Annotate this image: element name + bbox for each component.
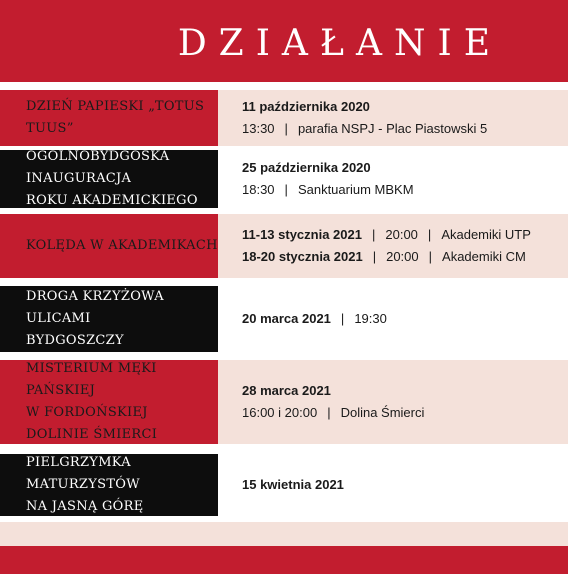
divider	[0, 82, 568, 90]
event-label-line: ROKU AKADEMICKIEGO	[26, 193, 198, 208]
event-row-carol	[0, 214, 568, 278]
event-place: Sanktuarium MBKM	[297, 182, 414, 197]
event-label-line: BYDGOSZCZY	[26, 333, 124, 348]
event-line	[242, 224, 568, 246]
event-label	[0, 150, 218, 208]
event-label-line: DOLINIE ŚMIERCI	[26, 427, 158, 442]
event-label-line: NA JASNĄ GÓRĘ	[26, 499, 144, 514]
separator: |	[427, 227, 432, 242]
event-detail	[242, 179, 568, 201]
event-row-mystery	[0, 360, 568, 444]
event-line	[242, 246, 568, 268]
event-date: 15 kwietnia 2021	[242, 477, 344, 492]
event-place: Akademiki CM	[442, 249, 526, 264]
event-label-line: DROGA KRZYŻOWA ULICAMI	[26, 289, 164, 326]
event-row-inauguration	[0, 150, 568, 208]
event-label	[0, 90, 218, 146]
footer-band	[0, 522, 568, 546]
event-label-line: DZIEŃ PAPIESKI „TOTUS TUUS”	[26, 99, 205, 136]
event-detail	[242, 308, 568, 330]
event-label-line: PIELGRZYMKA MATURZYSTÓW	[26, 455, 140, 492]
event-row-pilgrimage	[0, 454, 568, 516]
event-label	[0, 360, 218, 444]
event-info	[218, 214, 568, 278]
event-time: 19:30	[354, 311, 387, 326]
event-date: 11 października 2020	[242, 99, 370, 114]
separator: |	[371, 227, 376, 242]
event-time: 13:30	[242, 121, 275, 136]
event-label-line: W FORDOŃSKIEJ	[26, 405, 148, 420]
separator: |	[284, 182, 288, 197]
event-info	[218, 360, 568, 444]
gap	[0, 278, 568, 286]
event-place: Dolina Śmierci	[340, 405, 425, 420]
separator: |	[340, 311, 345, 326]
event-row-papal-day	[0, 90, 568, 146]
event-info	[218, 150, 568, 208]
event-label	[0, 286, 218, 352]
event-detail	[242, 118, 568, 140]
event-label	[0, 214, 218, 278]
event-label	[0, 454, 218, 516]
event-detail	[242, 402, 568, 424]
separator: |	[284, 121, 288, 136]
separator: |	[428, 249, 433, 264]
event-date: 28 marca 2021	[242, 383, 331, 398]
page-title: DZIAŁANIE	[177, 22, 502, 64]
event-place: Akademiki UTP	[441, 227, 531, 242]
event-info	[218, 454, 568, 516]
event-time: 18:30	[242, 182, 275, 197]
separator: |	[372, 249, 377, 264]
event-time: 20:00	[386, 249, 419, 264]
event-time: 20:00	[385, 227, 418, 242]
event-info	[218, 286, 568, 352]
event-label-line: KOLĘDA W AKADEMIKACH	[26, 238, 218, 253]
event-date: 25 października 2020	[242, 160, 371, 175]
event-label-line: OGÓLNOBYDGOSKA INAUGURACJA	[26, 149, 170, 186]
event-date: 11-13 stycznia 2021	[242, 227, 362, 242]
event-date: 18-20 stycznia 2021	[242, 249, 363, 264]
separator: |	[327, 405, 331, 420]
event-date: 20 marca 2021	[242, 311, 331, 326]
event-info	[218, 90, 568, 146]
event-label-line: MISTERIUM MĘKI PAŃSKIEJ	[26, 361, 157, 398]
event-place: parafia NSPJ - Plac Piastowski 5	[297, 121, 488, 136]
event-time: 16:00 i 20:00	[242, 405, 318, 420]
event-row-way-of-cross	[0, 286, 568, 352]
